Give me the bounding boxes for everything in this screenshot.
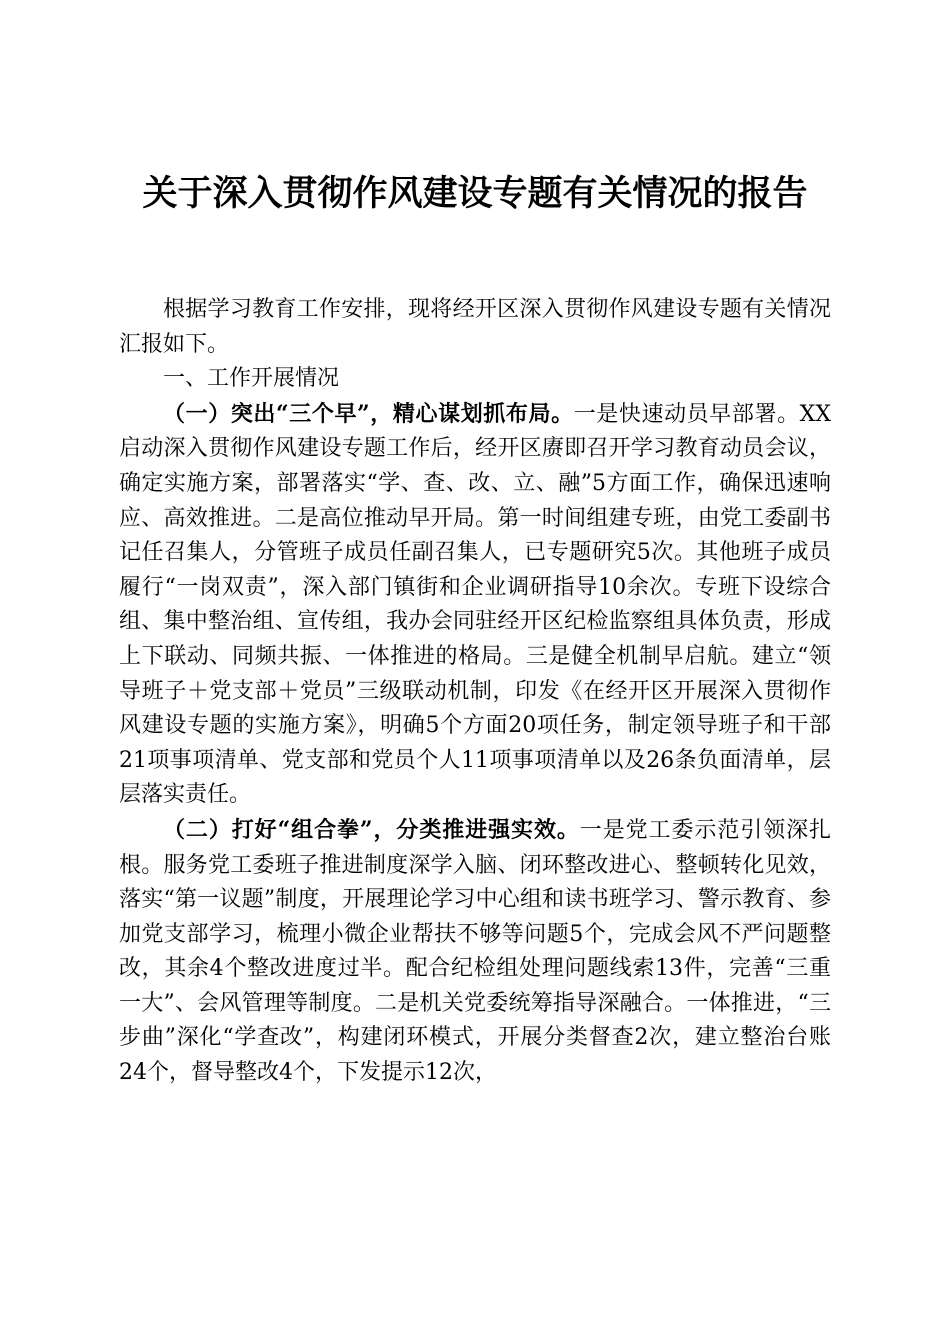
paragraph-2-text: 一是党工委示范引领深扎根。服务党工委班子推进制度深学入脑、闭环整改进心、整顿转化见效，落实“第一议题”制度，开展理论学习中心组和读书班学习、警示教育、参加党支部学习，梳理小微企业帮扶不够等问题5个，完成会风不严问题整改，其余4个整改进度过半。配合纪检组处理问题线索13件，完善“三重一大”、会风管理等制度。二是机关党委统筹指导深融合。一体推进，“三步曲”深化“学查改”，构建闭环模式，开展分类督查2次，建立整治台账24个，督导整改4个，下发提示12次，: [119, 817, 831, 1086]
intro-paragraph: 根据学习教育工作安排，现将经开区深入贯彻作风建设专题有关情况汇报如下。: [119, 297, 831, 357]
section-heading: 一、工作开展情况: [163, 366, 340, 392]
document-title: 关于深入贯彻作风建设专题有关情况的报告: [142, 173, 808, 214]
paragraph-1-text: 一是快速动员早部署。XX启动深入贯彻作风建设专题工作后，经开区赓即召开学习教育动员会议，确定实施方案，部署落实“学、查、改、立、融”5方面工作，确保迅速响应、高效推进。二是高位推动早开局。第一时间组建专班，由党工委副书记任召集人，分管班子成员任副召集人，已专题研究5次。其他班子成员履行“一岗双责”，深入部门镇街和企业调研指导10余次。专班下设综合组、集中整治组、宣传组，我办会同驻经开区纪检监察组具体负责，形成上下联动、同频共振、一体推进的格局。三是健全机制早启航。建立“领导班子＋党支部＋党员”三级联动机制，印发《在经开区开展深入贯彻作风建设专题的实施方案》，明确5个方面20项任务，制定领导班子和干部21项事项清单、党支部和党员个人11项事项清单以及26条负面清单，层层落实责任。: [119, 401, 831, 808]
document-body: [119, 293, 831, 1091]
paragraph-1: [119, 397, 831, 813]
paragraph-1-lead: （一）突出“三个早”，精心谋划抓布局。: [163, 400, 574, 427]
paragraph-2-lead: （二）打好“组合拳”，分类推进强实效。: [163, 816, 580, 843]
paragraph-2: [119, 813, 831, 1091]
